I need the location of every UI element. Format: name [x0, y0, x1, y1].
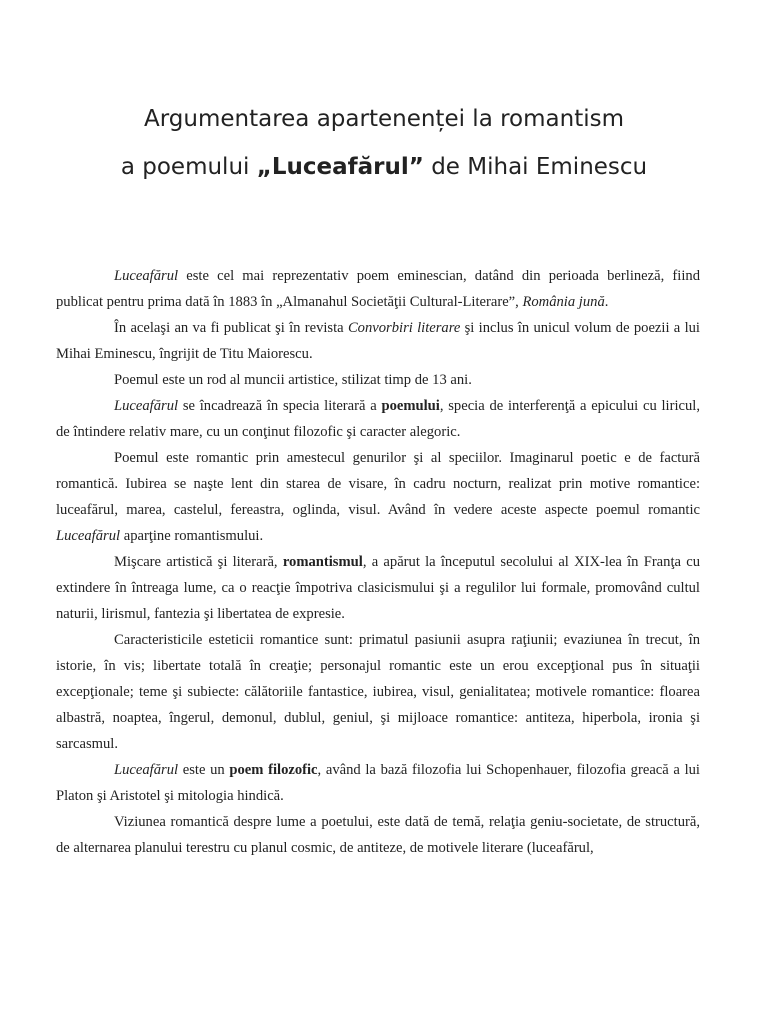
paragraph-3	[56, 367, 700, 393]
paragraph-text: aparţine romantismului.	[120, 528, 264, 544]
paragraph-text: Viziunea romantică despre lume a poetului, este dată de temă, relaţia geniu-societate, de structură, de alternarea planului terestru cu planul cosmic, de antiteze, de motivele literare (luceafărul,	[56, 814, 700, 856]
title-poem-name: „Luceafărul”	[256, 154, 424, 180]
italic-text: România jună	[522, 294, 605, 310]
paragraph-8	[56, 757, 700, 809]
paragraph-text: , specia de interferenţă a epicului cu liricul, de întindere relativ mare, cu un conţinut filozofic şi caracter alegoric.	[56, 398, 700, 440]
italic-text: Luceafărul	[114, 398, 179, 414]
paragraph-9	[56, 809, 700, 861]
document-body	[56, 263, 700, 861]
paragraph-2	[56, 315, 700, 367]
bold-text: poem filozofic	[229, 762, 318, 778]
italic-text: Luceafărul	[114, 268, 179, 284]
paragraph-1	[56, 263, 700, 315]
paragraph-text: .	[604, 294, 609, 310]
italic-text: Luceafărul	[56, 528, 121, 544]
paragraph-7	[56, 627, 700, 757]
paragraph-4	[56, 393, 700, 445]
paragraph-text: Poemul este un rod al muncii artistice, stilizat timp de 13 ani.	[114, 372, 472, 388]
paragraph-text: şi inclus în unicul volum de poezii a lui Mihai Eminescu, îngrijit de Titu Maiorescu.	[56, 320, 700, 362]
paragraph-text: se încadrează în specia literară a	[178, 398, 382, 414]
title-text-1: Argumentarea apartenenței la romantism	[144, 106, 624, 132]
document-title-line-2	[60, 150, 708, 184]
bold-text: poemului	[381, 398, 440, 414]
title-text-2-pre: a poemului	[120, 154, 257, 180]
paragraph-text: , având la bază filozofia lui Schopenhauer, filozofia greacă a lui Platon şi Aristotel şi mitologia hindică.	[56, 762, 700, 804]
paragraph-text: Mişcare artistică şi literară,	[114, 554, 283, 570]
paragraph-text: Poemul este romantic prin amestecul genurilor şi al speciilor. Imaginarul poetic e de factură romantică. Iubirea se naşte lent din starea de visare, în cadru nocturn, realizat prin motive romantice: luceafărul, marea, castelul, fereastra, oglinda, visul. Având în vedere aceste aspecte poemul romantic	[56, 450, 700, 518]
paragraph-text: În acelaşi an va fi publicat şi în revista	[114, 320, 348, 336]
italic-text: Convorbiri literare	[347, 320, 461, 336]
paragraph-6	[56, 549, 700, 627]
bold-text: romantismul	[282, 554, 363, 570]
document-title-line-1	[60, 102, 708, 136]
paragraph-text: Caracteristicile esteticii romantice sunt: primatul pasiunii asupra raţiunii; evaziunea în trecut, în istorie, în vis; libertate totală în creaţie; personajul romantic este un erou excepţional pus în situaţii excepţionale; teme şi subiecte: călătoriile fantastice, iubirea, visul, genialitatea; motivele romantice: floarea albastră, noaptea, îngerul, demonul, dublul, geniul, şi mijloace romantice: antiteza, hiperbola, ironia şi sarcasmul.	[56, 632, 700, 752]
paragraph-text: este cel mai reprezentativ poem eminescian, datând din perioada berlineză, fiind publicat pentru prima dată în 1883 în „Almanahul Societăţii Cultural-Literare”,	[56, 268, 700, 310]
italic-text: Luceafărul	[114, 762, 179, 778]
paragraph-5	[56, 445, 700, 549]
paragraph-text: , a apărut la începutul secolului al XIX-lea în Franţa cu extindere în întreaga lume, ca o reacţie împotriva clasicismului şi a regulilor lui formale, promovând cultul naturii, lirismul, fantezia şi libertatea de expresie.	[56, 554, 700, 622]
paragraph-text: este un	[178, 762, 230, 778]
title-text-2-post: de Mihai Eminescu	[423, 154, 648, 180]
